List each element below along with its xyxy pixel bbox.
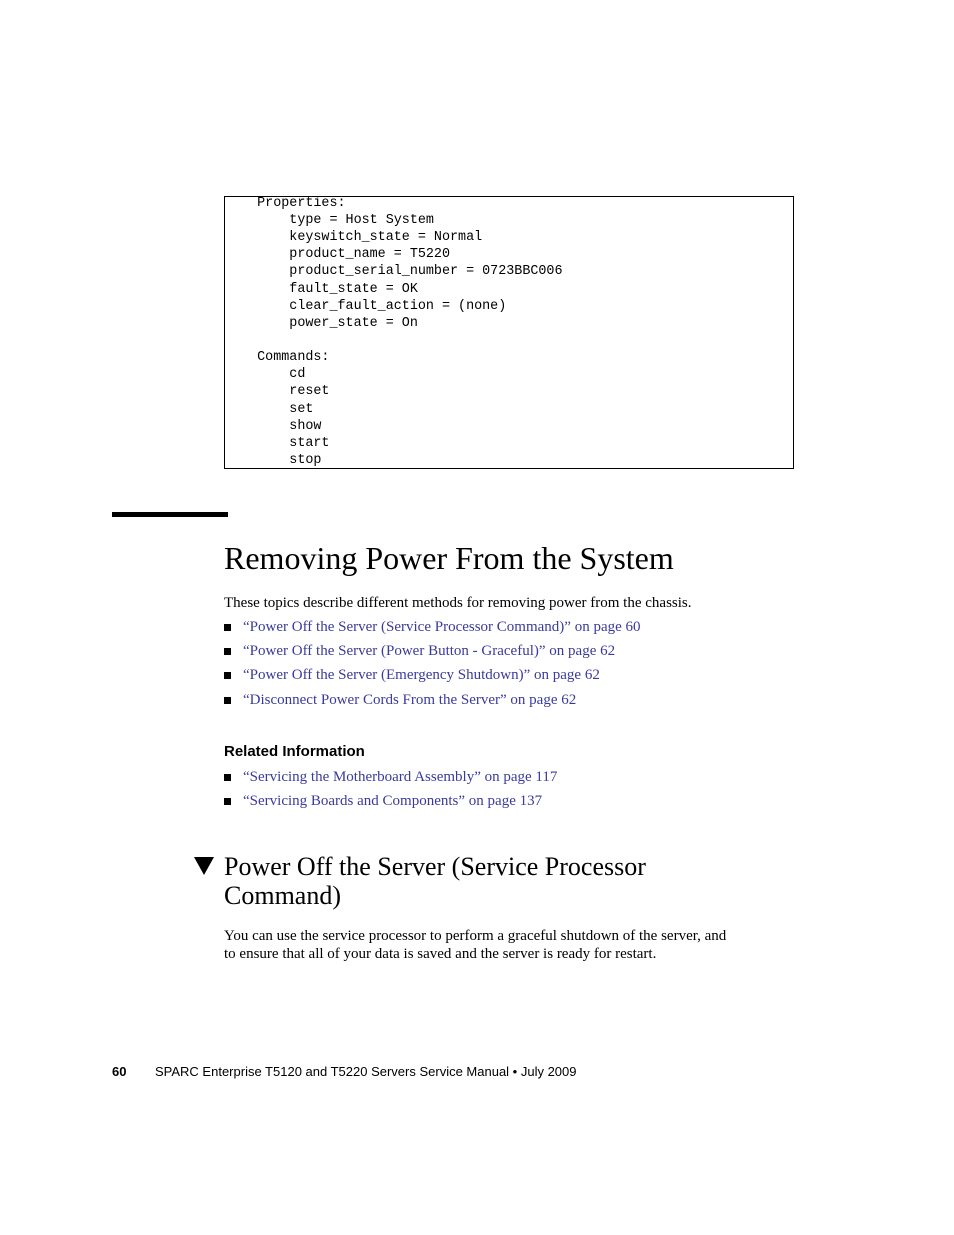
task-title-line: Command) (224, 881, 341, 910)
code-line: show (225, 419, 322, 434)
section-intro: These topics describe different methods for removing power from the chassis. (224, 595, 692, 611)
task-title (224, 852, 646, 910)
bullet-square-icon (224, 624, 231, 631)
code-line: Properties: (225, 196, 346, 211)
link-disconnect-power-cords[interactable]: “Disconnect Power Cords From the Server” on page 62 (243, 692, 577, 708)
bullet-square-icon (224, 672, 231, 679)
triangle-down-icon (194, 857, 214, 875)
code-line: Commands: (225, 350, 330, 365)
link-power-off-sp-command[interactable]: “Power Off the Server (Service Processor Command)” on page 60 (243, 619, 641, 635)
code-line: keyswitch_state = Normal (225, 230, 483, 245)
code-line: product_serial_number = 0723BBC006 (225, 264, 563, 279)
task-body-line: You can use the service processor to perform a graceful shutdown of the server, and (224, 928, 727, 944)
code-line: start (225, 436, 330, 451)
section-rule (112, 512, 228, 517)
code-line: clear_fault_action = (none) (225, 299, 507, 314)
code-line: stop (225, 453, 322, 468)
bullet-square-icon (224, 798, 231, 805)
code-line: type = Host System (225, 213, 434, 228)
task-title-line: Power Off the Server (Service Processor (224, 852, 646, 881)
bullet-square-icon (224, 648, 231, 655)
section-title: Removing Power From the System (224, 540, 674, 576)
task-body-line: to ensure that all of your data is saved and the server is ready for restart. (224, 946, 657, 962)
code-line: set (225, 402, 314, 417)
link-servicing-boards[interactable]: “Servicing Boards and Components” on page 137 (243, 793, 543, 809)
link-power-off-emergency[interactable]: “Power Off the Server (Emergency Shutdown)” on page 62 (243, 667, 600, 683)
related-info-heading: Related Information (224, 743, 365, 760)
bullet-square-icon (224, 774, 231, 781)
code-line: power_state = On (225, 316, 418, 331)
code-line: product_name = T5220 (225, 247, 450, 262)
code-line: fault_state = OK (225, 282, 418, 297)
code-block (224, 196, 794, 469)
link-power-off-power-button[interactable]: “Power Off the Server (Power Button - Graceful)” on page 62 (243, 643, 616, 659)
code-line: cd (225, 367, 306, 382)
footer-doc-title: SPARC Enterprise T5120 and T5220 Servers Service Manual • July 2009 (155, 1064, 577, 1079)
link-servicing-motherboard[interactable]: “Servicing the Motherboard Assembly” on page 117 (243, 769, 558, 785)
bullet-square-icon (224, 697, 231, 704)
code-line: reset (225, 384, 330, 399)
page-number: 60 (112, 1064, 127, 1079)
